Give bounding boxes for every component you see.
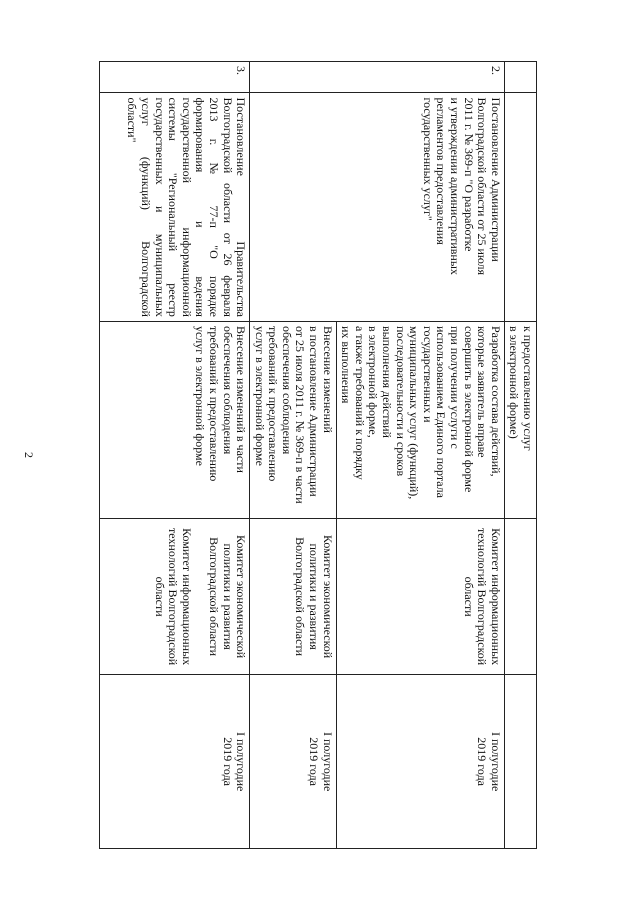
document-line: Постановление Администрации — [488, 97, 503, 262]
responsible-line: Волгоградской области — [293, 537, 308, 657]
action-line: использованием Единого портала — [434, 325, 449, 498]
term-cell — [336, 675, 504, 849]
responsible-line: Комитет информационных — [179, 528, 194, 666]
document-line: Волгоградской области от 26 февраля — [220, 97, 235, 317]
action-line: последовательности и сроков — [393, 325, 408, 477]
document-line: государственной информационной — [179, 97, 194, 317]
action-line: услуг в электронной форме — [193, 325, 208, 466]
document-line: формирования и ведения — [193, 97, 208, 317]
document-line: 2013 г. № 77-п "О порядке — [206, 97, 221, 317]
document-line: государственных услуг" — [420, 97, 435, 221]
term-line: 2019 года — [307, 737, 322, 787]
action-cell — [336, 321, 504, 518]
document-line: области" — [125, 97, 140, 143]
action-line: Внесение изменений — [320, 325, 335, 433]
document-line: государственных и муниципальных — [152, 97, 167, 317]
table-row — [504, 62, 536, 849]
term-line: I полугодие — [320, 731, 335, 792]
table-row — [100, 62, 250, 849]
responsible-line: Комитет информационных — [488, 528, 503, 666]
row-number-cell: 2. — [250, 62, 505, 93]
document-cell — [250, 93, 505, 321]
term-line: 2019 года — [220, 737, 235, 787]
document-line: и утверждении административных — [448, 97, 463, 275]
table-row — [336, 62, 504, 849]
action-line: к предоставлению услуг — [521, 325, 535, 451]
action-line: обеспечения соблюдения — [279, 325, 294, 455]
responsible-line: Волгоградской области — [206, 537, 221, 657]
action-cell — [100, 321, 250, 518]
action-line: выполнения действий — [380, 325, 395, 438]
term-cell — [504, 675, 536, 849]
document-cell — [100, 93, 250, 321]
responsible-line: Комитет экономической — [320, 535, 335, 659]
action-line: услуг в электронной форме — [252, 325, 267, 466]
responsible-cell — [336, 518, 504, 674]
action-line: обеспечения соблюдения — [220, 325, 235, 455]
responsible-line: технологий Волгоградской — [475, 528, 490, 666]
document-line: услуг (функций) Волгоградской — [138, 97, 153, 317]
document-line: 2011 г. № 369-п "О разработке — [461, 97, 476, 252]
action-line: государственных и — [420, 325, 435, 423]
action-line: в электронной форме, — [366, 325, 381, 438]
action-line: требований к предоставлению — [206, 325, 221, 482]
action-line: муниципальных услуг (функций), — [407, 325, 422, 500]
responsible-cell — [250, 518, 337, 674]
document-line: Волгоградской области от 25 июля — [475, 97, 490, 276]
action-line: которые заявитель вправе — [475, 325, 490, 458]
responsible-line: области — [461, 576, 476, 617]
term-cell — [250, 675, 337, 849]
action-line: Разработка состава действий, — [488, 325, 503, 477]
action-line: Внесение изменений в части — [234, 325, 249, 473]
term-line: I полугодие — [488, 731, 503, 792]
page-number: 2 — [22, 452, 36, 458]
responsible-line: Комитет экономической — [234, 535, 249, 659]
action-line: их выполнения — [339, 325, 354, 404]
action-line: совершить в электронной форме — [461, 325, 476, 493]
action-line: в электронной форме) — [507, 325, 522, 439]
rotated-table-container — [107, 61, 537, 849]
responsible-cell — [100, 518, 250, 674]
responsible-line: политики и развития — [220, 543, 235, 650]
action-cell — [250, 321, 337, 518]
term-cell — [100, 675, 250, 849]
responsible-cell — [504, 518, 536, 674]
row-number-cell — [504, 62, 536, 93]
responsible-line — [193, 523, 207, 670]
term-line: 2019 года — [475, 737, 490, 787]
responsible-line: политики и развития — [307, 543, 322, 650]
action-line: требований к предоставлению — [266, 325, 281, 482]
row-number-cell: 3. — [100, 62, 250, 93]
term-line: I полугодие — [234, 731, 249, 792]
action-line: а также требований к порядку — [352, 325, 367, 480]
document-line: Постановление Правительства — [234, 97, 249, 317]
action-line: при получении услуги с — [448, 325, 463, 449]
measures-table — [99, 61, 537, 849]
action-line: в постановление Администрации — [307, 325, 322, 497]
document-line: системы "Региональный реестр — [166, 97, 181, 317]
document-cell — [504, 93, 536, 321]
responsible-line: технологий Волгоградской — [166, 528, 181, 666]
document-line: регламентов предоставления — [434, 97, 449, 245]
responsible-line: области — [152, 576, 167, 617]
action-line: от 25 июля 2011 г. № 369-п в части — [293, 325, 308, 504]
action-cell — [504, 321, 536, 518]
